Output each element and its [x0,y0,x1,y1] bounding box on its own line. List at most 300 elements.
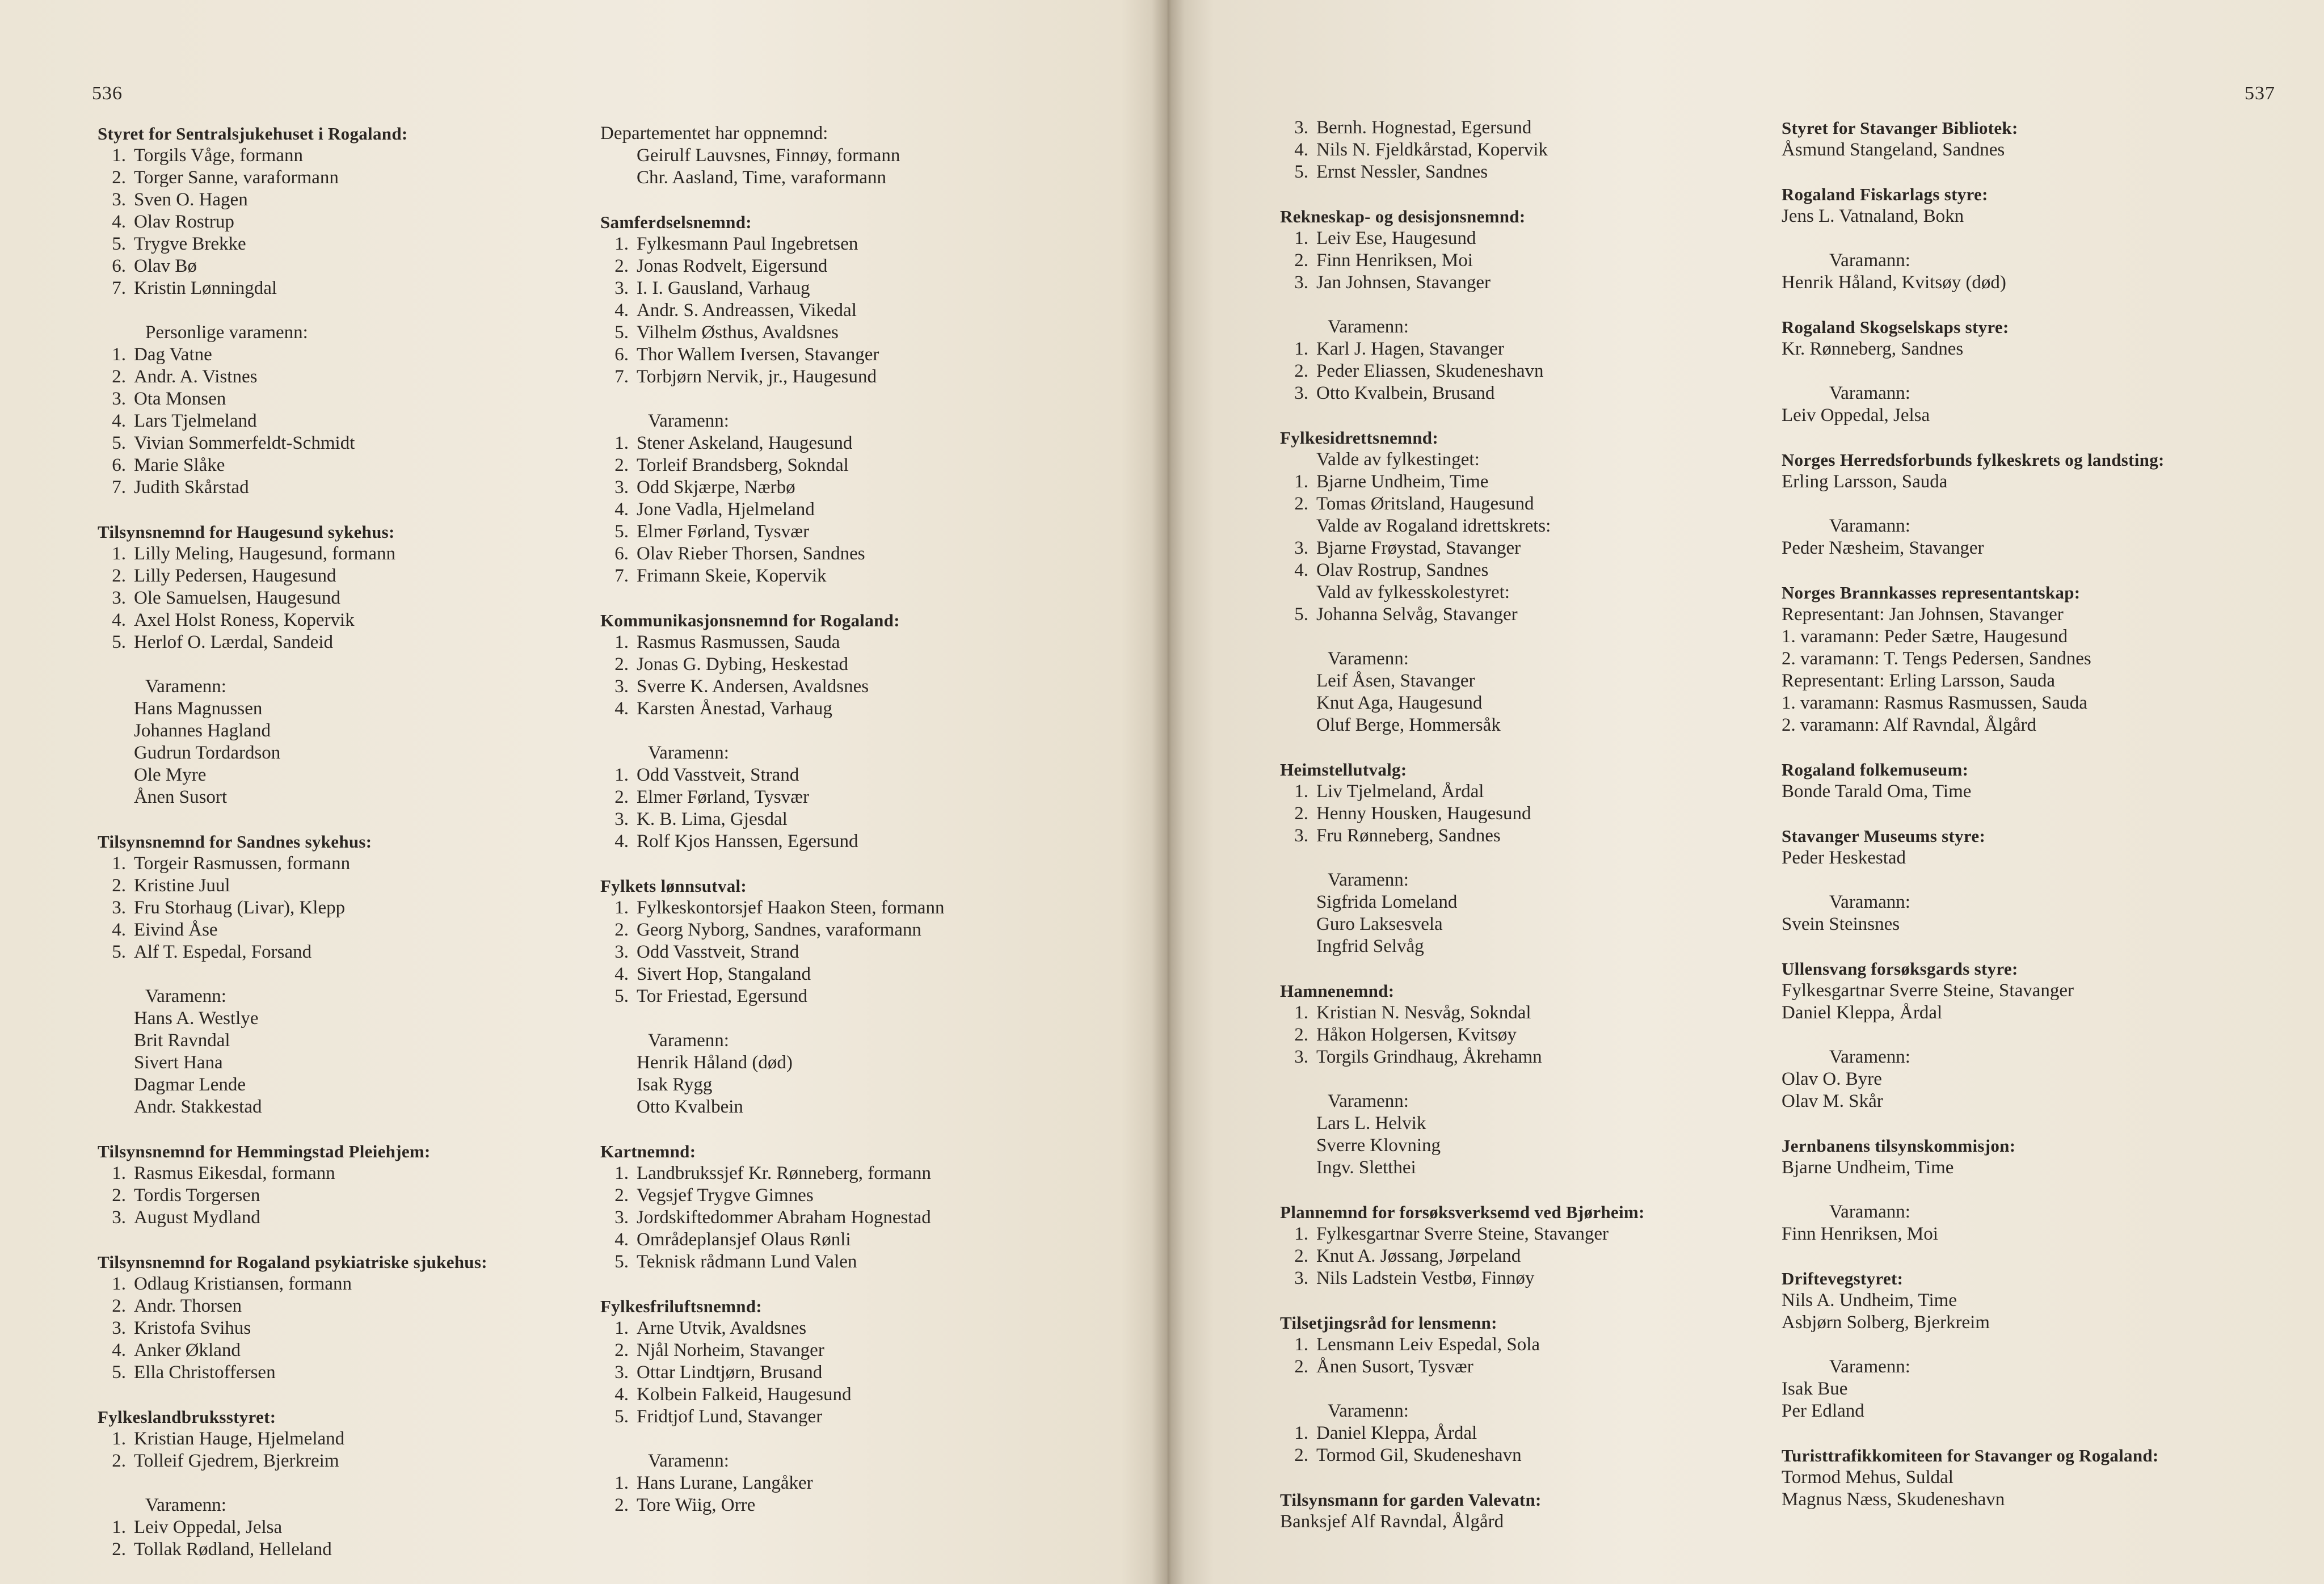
member-line: Fylkesgartnar Sverre Steine, Stavanger [1782,980,2074,1001]
list-item [600,1207,1111,1229]
item-number: 1. [614,234,629,254]
item-text: Thor Wallem Iversen, Stavanger [637,344,879,365]
item-number: 3. [112,389,126,409]
item-number: 5. [614,986,629,1006]
item-text: Dag Vatne [134,344,212,365]
substitute-line: Sivert Hana [134,1052,223,1073]
list-item [98,1273,586,1295]
item-number: 4. [614,698,629,719]
section-title: Ullensvang forsøksgards styre: [1782,959,2018,979]
substitutes-heading: Varamenn: [145,986,226,1006]
substitutes-heading: Varamann: [1829,250,1910,271]
section-title: Heimstellutvalg: [1280,760,1407,780]
committee-section [1782,316,2292,427]
substitute-line: Guro Laksesvela [1316,914,1443,934]
list-item [1280,781,1791,803]
item-number: 6. [614,544,629,564]
list-item [98,145,586,167]
item-number: 5. [1294,162,1308,182]
item-text: Karsten Ånestad, Varhaug [637,698,832,719]
item-number: 1. [1294,781,1308,802]
item-number: 4. [112,1340,126,1360]
item-text: August Mydland [134,1207,260,1228]
item-number: 6. [112,256,126,276]
substitutes-heading: Varamenn: [1328,648,1409,669]
item-text: Karl J. Hagen, Stavanger [1316,339,1504,359]
list-item [98,919,586,941]
substitute-line: Per Edland [1782,1401,1864,1421]
section-title: Styret for Sentralsjukehuset i Rogaland: [98,124,408,144]
item-text: Henny Housken, Haugesund [1316,803,1531,824]
item-number: 4. [112,212,126,232]
item-number: 5. [614,1406,629,1427]
list-item [98,1539,586,1561]
election-heading: Valde av Rogaland idrettskrets: [1316,516,1551,536]
item-number: 2. [614,1340,629,1360]
spacer [1280,294,1791,316]
list-item [1280,1024,1791,1046]
committee-section [600,1140,1111,1273]
list-item [600,432,1111,454]
section-title: Jernbanens tilsynskommisjon: [1782,1136,2016,1156]
item-text: Torleif Brandsberg, Sokndal [637,455,849,475]
item-text: Kristian N. Nesvåg, Sokndal [1316,1002,1531,1023]
committee-section [1280,1312,1791,1467]
item-number: 4. [614,1384,629,1405]
substitute-line: Brit Ravndal [134,1030,230,1051]
member-line: Åsmund Stangeland, Sandnes [1782,140,2005,160]
item-text: Olav Rostrup [134,212,234,232]
substitutes-heading: Varamenn: [648,411,729,431]
committee-section [1280,759,1791,958]
item-text: Ella Christoffersen [134,1362,276,1383]
item-text: Torger Sanne, varaformann [134,167,339,188]
list-item [98,255,586,277]
item-text: Marie Slåke [134,455,225,475]
spacer [1782,1179,2292,1201]
item-number: 4. [112,411,126,431]
substitutes-heading: Varamenn: [648,743,729,763]
item-text: Fru Storhaug (Livar), Klepp [134,898,346,918]
item-number: 2. [1294,1246,1308,1266]
substitute-line: Lars L. Helvik [1316,1113,1426,1134]
list-item [98,388,586,410]
committee-section [1782,825,2292,936]
item-number: 3. [614,1207,629,1228]
book-gutter [1152,0,1185,1584]
member-line: 2. varamann: Alf Ravndal, Ålgård [1782,715,2037,735]
list-item [98,277,586,300]
substitute-line: Isak Bue [1782,1379,1848,1399]
spacer [1280,847,1791,869]
spacer [600,1428,1111,1450]
list-item [1280,1002,1791,1024]
item-number: 2. [614,455,629,475]
substitute-line: Finn Henriksen, Moi [1782,1224,1938,1244]
list-item [1280,360,1791,382]
member-line: Jens L. Vatnaland, Bokn [1782,206,1964,226]
committee-section [98,831,586,1118]
list-item [1280,825,1791,847]
section-title: Stavanger Museums styre: [1782,826,1986,846]
list-item [600,277,1111,300]
list-item [1280,1334,1791,1356]
item-number: 2. [112,875,126,896]
list-item [600,1494,1111,1516]
item-text: Axel Holst Roness, Kopervik [134,610,355,630]
substitute-line: Ånen Susort [134,787,228,807]
substitute-line: Henrik Håland (død) [637,1052,793,1073]
list-item [1280,471,1791,493]
list-item [98,432,586,454]
page-number-left: 536 [92,83,123,104]
item-text: Olav Rieber Thorsen, Sandnes [637,544,865,564]
list-item [1280,537,1791,559]
item-number: 3. [1294,1047,1308,1067]
spacer [98,1472,586,1494]
item-number: 3. [614,477,629,498]
item-number: 1. [614,1318,629,1338]
item-text: Tomas Øritsland, Haugesund [1316,494,1534,514]
item-text: Otto Kvalbein, Brusand [1316,383,1495,403]
item-number: 7. [112,278,126,298]
committee-section [600,875,1111,1118]
item-number: 2. [614,1185,629,1206]
item-number: 3. [614,1362,629,1383]
list-item [98,1516,586,1539]
item-text: Fylkeskontorsjef Haakon Steen, formann [637,898,945,918]
spacer [1782,493,2292,515]
item-text: Olav Bø [134,256,197,276]
list-item [98,875,586,897]
section-title: Norges Brannkasses representantskap: [1782,583,2081,603]
list-item [600,366,1111,388]
list-item [600,963,1111,985]
committee-section [98,1406,586,1561]
spacer [1280,1378,1791,1400]
committee-section [1782,183,2292,294]
item-text: Fylkesmann Paul Ingebretsen [637,234,858,254]
item-text: Teknisk rådmann Lund Valen [637,1252,857,1272]
substitute-line: Knut Aga, Haugesund [1316,693,1483,713]
section-title: Kommunikasjonsnemnd for Rogaland: [600,610,900,630]
list-item [98,233,586,255]
item-number: 4. [112,920,126,940]
item-text: Andr. S. Andreassen, Vikedal [637,300,857,321]
item-number: 4. [112,610,126,630]
item-number: 7. [112,477,126,498]
item-number: 1. [112,1163,126,1183]
list-item [98,211,586,233]
substitute-line: Olav M. Skår [1782,1091,1883,1111]
item-text: Odd Vasstveit, Strand [637,942,799,962]
election-heading: Vald av fylkesskolestyret: [1316,582,1510,603]
section-title: Departementet har oppnemnd: [600,123,828,144]
committee-section [1782,582,2292,736]
item-number: 1. [112,1517,126,1537]
item-text: Torgils Våge, formann [134,145,303,166]
item-number: 2. [614,256,629,276]
item-text: Odlaug Kristiansen, formann [134,1274,352,1294]
item-number: 7. [614,566,629,586]
list-item [98,189,586,211]
item-number: 2. [112,1539,126,1560]
list-item [600,631,1111,654]
item-number: 3. [1294,117,1308,138]
item-number: 3. [614,676,629,697]
committee-section [1782,1444,2292,1511]
list-item [600,1162,1111,1185]
item-text: Nils Ladstein Vestbø, Finnøy [1316,1268,1535,1288]
list-item [1280,803,1791,825]
item-number: 3. [614,809,629,829]
item-number: 5. [614,1252,629,1272]
list-item [1280,161,1791,183]
list-item [600,919,1111,941]
item-number: 1. [1294,339,1308,359]
list-item [1280,338,1791,360]
item-text: Bjarne Undheim, Time [1316,471,1489,492]
election-heading: Valde av fylkestinget: [1316,449,1480,470]
substitutes-heading: Varamann: [1829,892,1910,912]
committee-section [1280,980,1791,1179]
substitute-line: Ole Myre [134,765,207,785]
spacer [600,1008,1111,1030]
item-text: Tor Friestad, Egersund [637,986,808,1006]
spacer [1782,1334,2292,1356]
list-item [600,1362,1111,1384]
item-text: Bjarne Frøystad, Stavanger [1316,538,1521,558]
spacer [600,388,1111,410]
list-item [600,1406,1111,1428]
list-item [98,344,586,366]
list-item [600,808,1111,831]
item-number: 2. [1294,250,1308,271]
substitute-line: Gudrun Tordardson [134,743,281,763]
item-number: 4. [1294,140,1308,160]
list-item [600,322,1111,344]
spacer [98,300,586,322]
substitute-line: Hans Magnussen [134,698,263,719]
item-number: 3. [112,898,126,918]
spacer [1782,228,2292,250]
section-title: Rekneskap- og desisjonsnemnd: [1280,207,1526,226]
item-text: Johanna Selvåg, Stavanger [1316,604,1518,625]
list-item [98,1185,586,1207]
item-text: Elmer Førland, Tysvær [637,521,810,542]
section-title: Rogaland folkemuseum: [1782,760,1969,780]
item-text: Fylkesgartnar Sverre Steine, Stavanger [1316,1224,1609,1244]
list-item [600,543,1111,565]
item-text: Fru Rønneberg, Sandnes [1316,825,1501,846]
item-number: 1. [614,1473,629,1493]
item-text: Olav Rostrup, Sandnes [1316,560,1489,580]
item-text: Ota Monsen [134,389,226,409]
list-item [98,543,586,565]
section-title: Tilsynsnemnd for Hemmingstad Pleiehjem: [98,1141,431,1161]
item-number: 4. [614,831,629,852]
item-text: Vivian Sommerfeldt-Schmidt [134,433,355,453]
item-text: Lensmann Leiv Espedal, Sola [1316,1334,1540,1355]
section-title: Plannemnd for forsøksverksemd ved Bjørheim: [1280,1202,1645,1222]
member-line: 1. varamann: Peder Sætre, Haugesund [1782,626,2068,647]
item-text: Sverre K. Andersen, Avaldsnes [637,676,869,697]
list-item [98,609,586,631]
item-text: Stener Askeland, Haugesund [637,433,853,453]
list-item [1280,250,1791,272]
item-number: 3. [1294,383,1308,403]
list-item [600,786,1111,808]
item-number: 2. [112,167,126,188]
list-item [98,477,586,499]
item-text: Finn Henriksen, Moi [1316,250,1473,271]
substitute-line: Henrik Håland, Kvitsøy (død) [1782,272,2006,293]
item-number: 1. [614,632,629,652]
substitute-line: Ingv. Sletthei [1316,1157,1416,1178]
item-text: Tolleif Gjedrem, Bjerkreim [134,1451,339,1471]
list-item [98,1295,586,1317]
list-item [600,941,1111,963]
substitute-line: Dagmar Lende [134,1075,246,1095]
spacer [1280,1068,1791,1090]
column-3 [1280,117,1791,1555]
list-item [1280,1223,1791,1245]
list-item [1280,1356,1791,1378]
list-item [600,654,1111,676]
substitute-line: Sverre Klovning [1316,1135,1441,1156]
item-number: 1. [112,344,126,365]
list-item [600,1384,1111,1406]
item-text: Torgils Grindhaug, Åkrehamn [1316,1047,1542,1067]
committee-section [98,1140,586,1229]
member-line: Representant: Jan Johnsen, Stavanger [1782,604,2064,625]
committee-section [1280,1489,1791,1533]
list-item [98,897,586,919]
list-item [600,1339,1111,1362]
item-text: Tollak Rødland, Helleland [134,1539,332,1560]
item-text: Nils N. Fjeldkårstad, Kopervik [1316,140,1548,160]
item-text: Kolbein Falkeid, Haugesund [637,1384,852,1405]
item-text: Kristine Juul [134,875,230,896]
section-title: Rogaland Skogselskaps styre: [1782,317,2009,337]
substitute-line: Isak Rygg [637,1075,713,1095]
list-item [98,454,586,477]
list-item [98,565,586,587]
item-text: Odd Vasstveit, Strand [637,765,799,785]
column-4 [1782,117,2292,1533]
section-title: Fylkeslandbruksstyret: [98,1407,276,1427]
item-number: 1. [1294,1224,1308,1244]
substitutes-heading: Varamenn: [145,676,226,697]
item-number: 7. [614,366,629,387]
section-title: Rogaland Fiskarlags styre: [1782,184,1988,204]
list-item [600,1229,1111,1251]
item-text: Lilly Pedersen, Haugesund [134,566,336,586]
item-number: 5. [112,433,126,453]
item-text: Trygve Brekke [134,234,246,254]
item-number: 1. [112,1429,126,1449]
item-text: Ernst Nessler, Sandnes [1316,162,1488,182]
substitutes-heading: Varamenn: [1328,317,1409,337]
item-number: 6. [112,455,126,475]
substitute-line: Sigfrida Lomeland [1316,892,1458,912]
item-text: Fridtjof Lund, Stavanger [637,1406,823,1427]
item-text: Jonas G. Dybing, Heskestad [637,654,849,675]
committee-section [600,123,1111,189]
list-item [98,631,586,654]
substitute-line: Hans A. Westlye [134,1008,259,1029]
item-number: 3. [1294,538,1308,558]
committee-section [1782,1267,2292,1422]
list-item [600,698,1111,720]
item-text: Andr. A. Vistnes [134,366,258,387]
item-text: Frimann Skeie, Kopervik [637,566,827,586]
list-item [1280,1267,1791,1290]
committee-section [1782,117,2292,161]
section-title: Samferdselsnemnd: [600,212,752,232]
item-text: Liv Tjelmeland, Årdal [1316,781,1484,802]
list-item [600,344,1111,366]
item-text: Daniel Kleppa, Årdal [1316,1423,1477,1443]
right-page [1168,0,2324,1584]
substitutes-heading: Varamenn: [1328,870,1409,890]
member-line: Asbjørn Solberg, Bjerkreim [1782,1312,1990,1333]
list-item [600,764,1111,786]
substitute-line: Ingfrid Selvåg [1316,936,1424,957]
list-item [1280,1444,1791,1467]
spacer [1782,1024,2292,1046]
item-text: Torbjørn Nervik, jr., Haugesund [637,366,877,387]
list-item [1280,272,1791,294]
list-item [98,1207,586,1229]
item-text: I. I. Gausland, Varhaug [637,278,810,298]
member-line: Chr. Aasland, Time, varaformann [637,167,886,188]
committee-section [600,609,1111,853]
item-text: Landbrukssjef Kr. Rønneberg, formann [637,1163,932,1183]
item-number: 3. [112,1318,126,1338]
item-text: Georg Nyborg, Sandnes, varaformann [637,920,921,940]
item-text: Lilly Meling, Haugesund, formann [134,544,396,564]
item-text: Peder Eliassen, Skudeneshavn [1316,361,1544,381]
list-item [1280,228,1791,250]
list-item [600,1472,1111,1494]
list-item [600,985,1111,1008]
item-text: Knut A. Jøssang, Jørpeland [1316,1246,1521,1266]
item-text: Eivind Åse [134,920,218,940]
item-text: Ottar Lindtjørn, Brusand [637,1362,823,1383]
item-number: 3. [112,1207,126,1228]
substitute-line: Olav O. Byre [1782,1069,1882,1089]
item-text: Anker Økland [134,1340,241,1360]
list-item [98,366,586,388]
column-2 [600,123,1111,1539]
list-item [98,410,586,432]
item-text: Jone Vadla, Hjelmeland [637,499,815,520]
item-text: Ole Samuelsen, Haugesund [134,588,340,608]
item-number: 6. [614,344,629,365]
section-title: Driftevegstyret: [1782,1269,1904,1288]
item-number: 2. [1294,494,1308,514]
committee-section [1782,1135,2292,1245]
member-line: Representant: Erling Larsson, Sauda [1782,671,2056,691]
item-text: Sivert Hop, Stangaland [637,964,811,984]
item-text: Ånen Susort, Tysvær [1316,1356,1473,1377]
substitutes-heading: Varamann: [1829,383,1910,403]
list-item [98,1317,586,1339]
member-line: 2. varamann: T. Tengs Pedersen, Sandnes [1782,648,2091,669]
substitutes-heading: Varamenn: [1829,1047,1910,1067]
item-number: 1. [1294,1423,1308,1443]
